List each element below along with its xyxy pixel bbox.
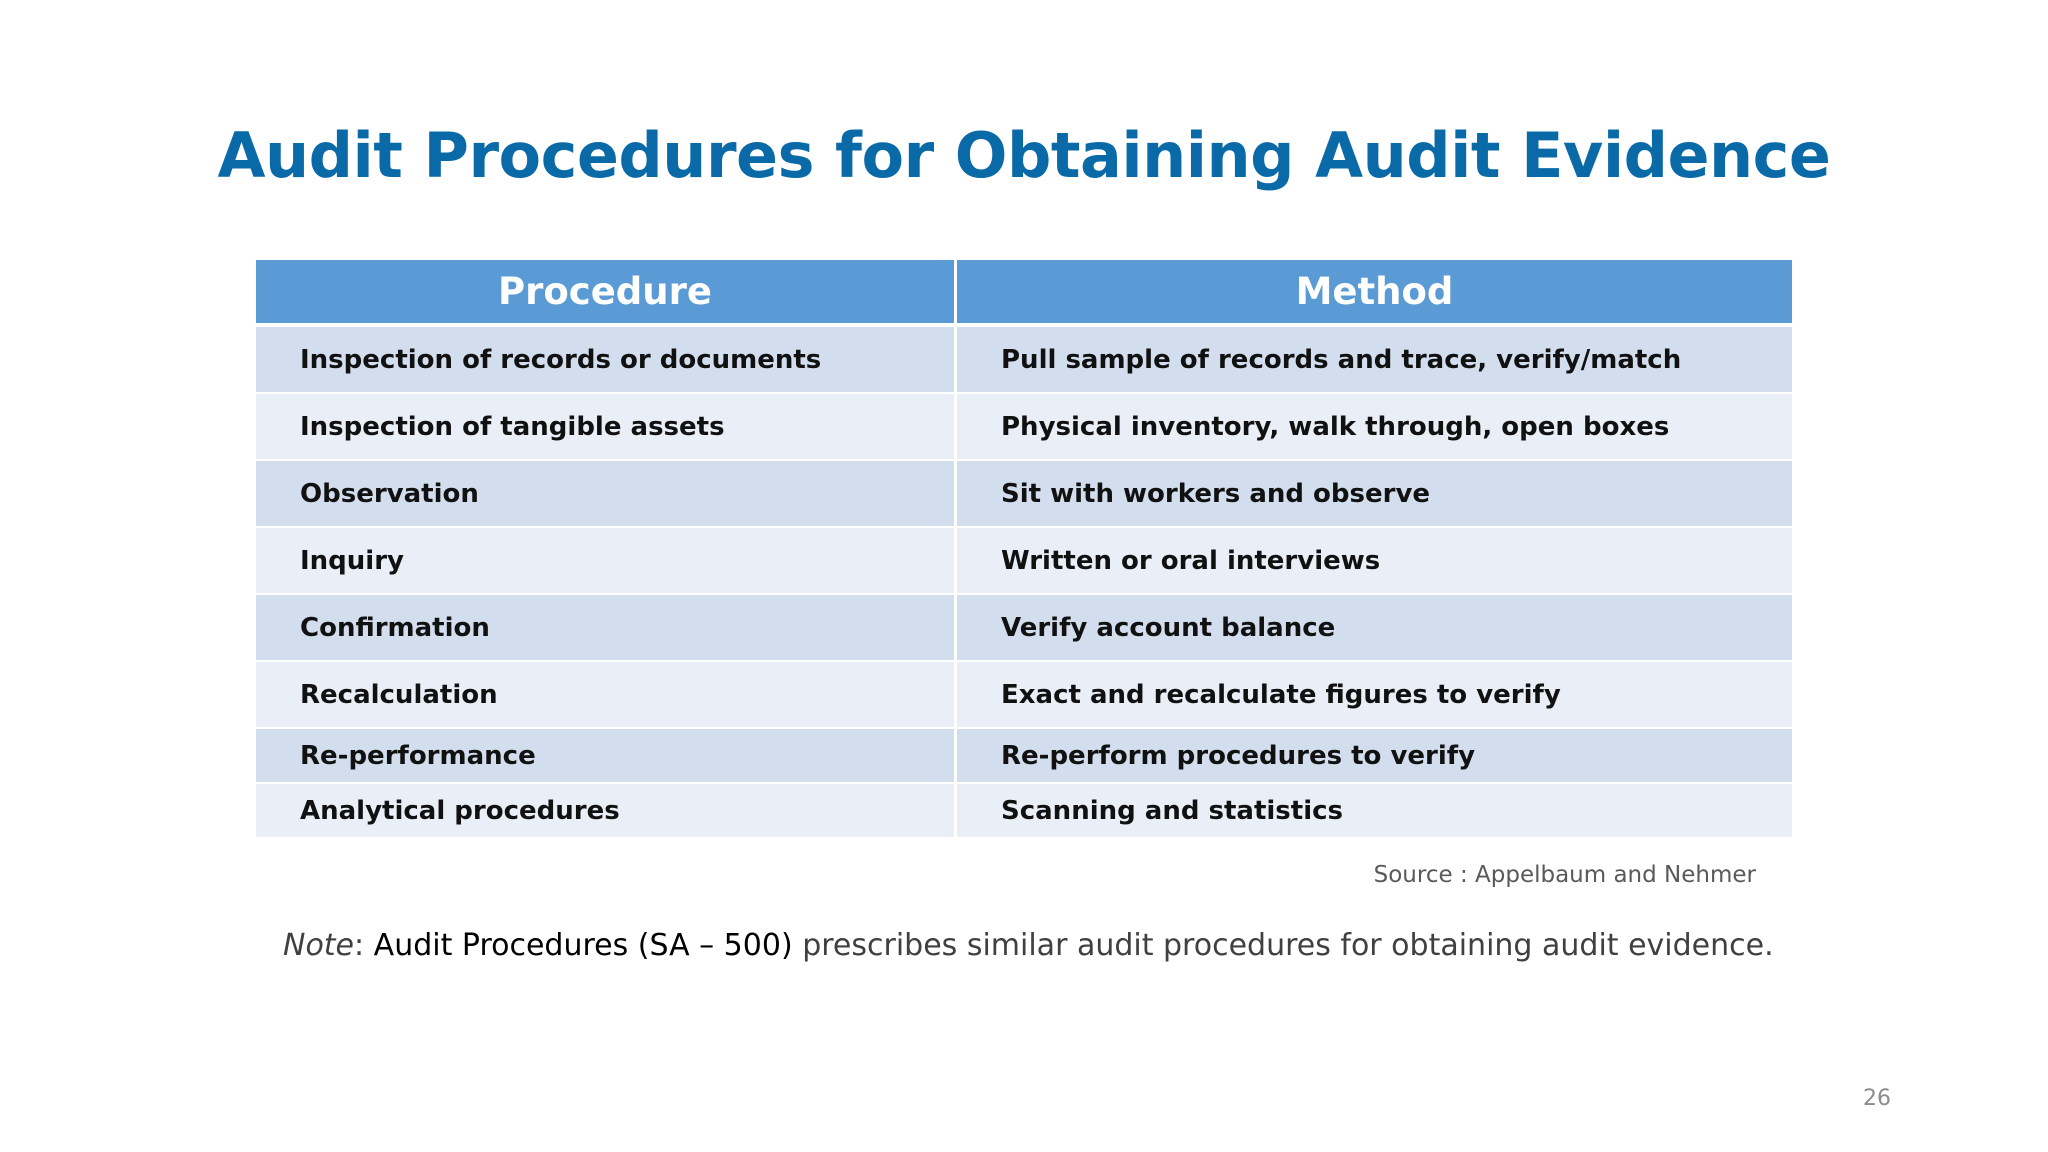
method-cell: Scanning and statistics <box>954 784 1792 839</box>
procedure-cell: Observation <box>256 461 954 528</box>
table-row <box>256 729 1792 784</box>
table-row <box>256 394 1792 461</box>
table-row <box>256 595 1792 662</box>
table-row <box>256 528 1792 595</box>
method-cell: Verify account balance <box>954 595 1792 662</box>
method-cell: Exact and recalculate figures to verify <box>954 662 1792 729</box>
procedure-cell: Re-performance <box>256 729 954 784</box>
table-row <box>256 662 1792 729</box>
note-separator: : <box>354 928 374 963</box>
note-reference: Audit Procedures (SA – 500) <box>373 928 793 963</box>
table-row <box>256 784 1792 839</box>
note-body: prescribes similar audit procedures for obtaining audit evidence. <box>792 928 1774 963</box>
note-label: Note <box>283 928 355 963</box>
method-cell: Sit with workers and observe <box>954 461 1792 528</box>
procedure-cell: Recalculation <box>256 662 954 729</box>
table-header-row <box>256 260 1792 327</box>
procedures-table <box>256 260 1792 839</box>
method-cell: Re-perform procedures to verify <box>954 729 1792 784</box>
method-cell: Pull sample of records and trace, verify/match <box>954 327 1792 394</box>
method-cell: Written or oral interviews <box>954 528 1792 595</box>
table-row <box>256 327 1792 394</box>
source-citation: Source : Appelbaum and Nehmer <box>1373 862 1756 888</box>
procedure-cell: Inquiry <box>256 528 954 595</box>
table-row <box>256 461 1792 528</box>
procedure-cell: Inspection of tangible assets <box>256 394 954 461</box>
procedure-cell: Confirmation <box>256 595 954 662</box>
header-procedure: Procedure <box>256 260 954 327</box>
procedure-cell: Inspection of records or documents <box>256 327 954 394</box>
note-text <box>283 928 1774 963</box>
page-number: 26 <box>1863 1086 1891 1111</box>
header-method: Method <box>954 260 1792 327</box>
slide-title: Audit Procedures for Obtaining Audit Evidence <box>217 119 1831 192</box>
method-cell: Physical inventory, walk through, open boxes <box>954 394 1792 461</box>
procedure-cell: Analytical procedures <box>256 784 954 839</box>
